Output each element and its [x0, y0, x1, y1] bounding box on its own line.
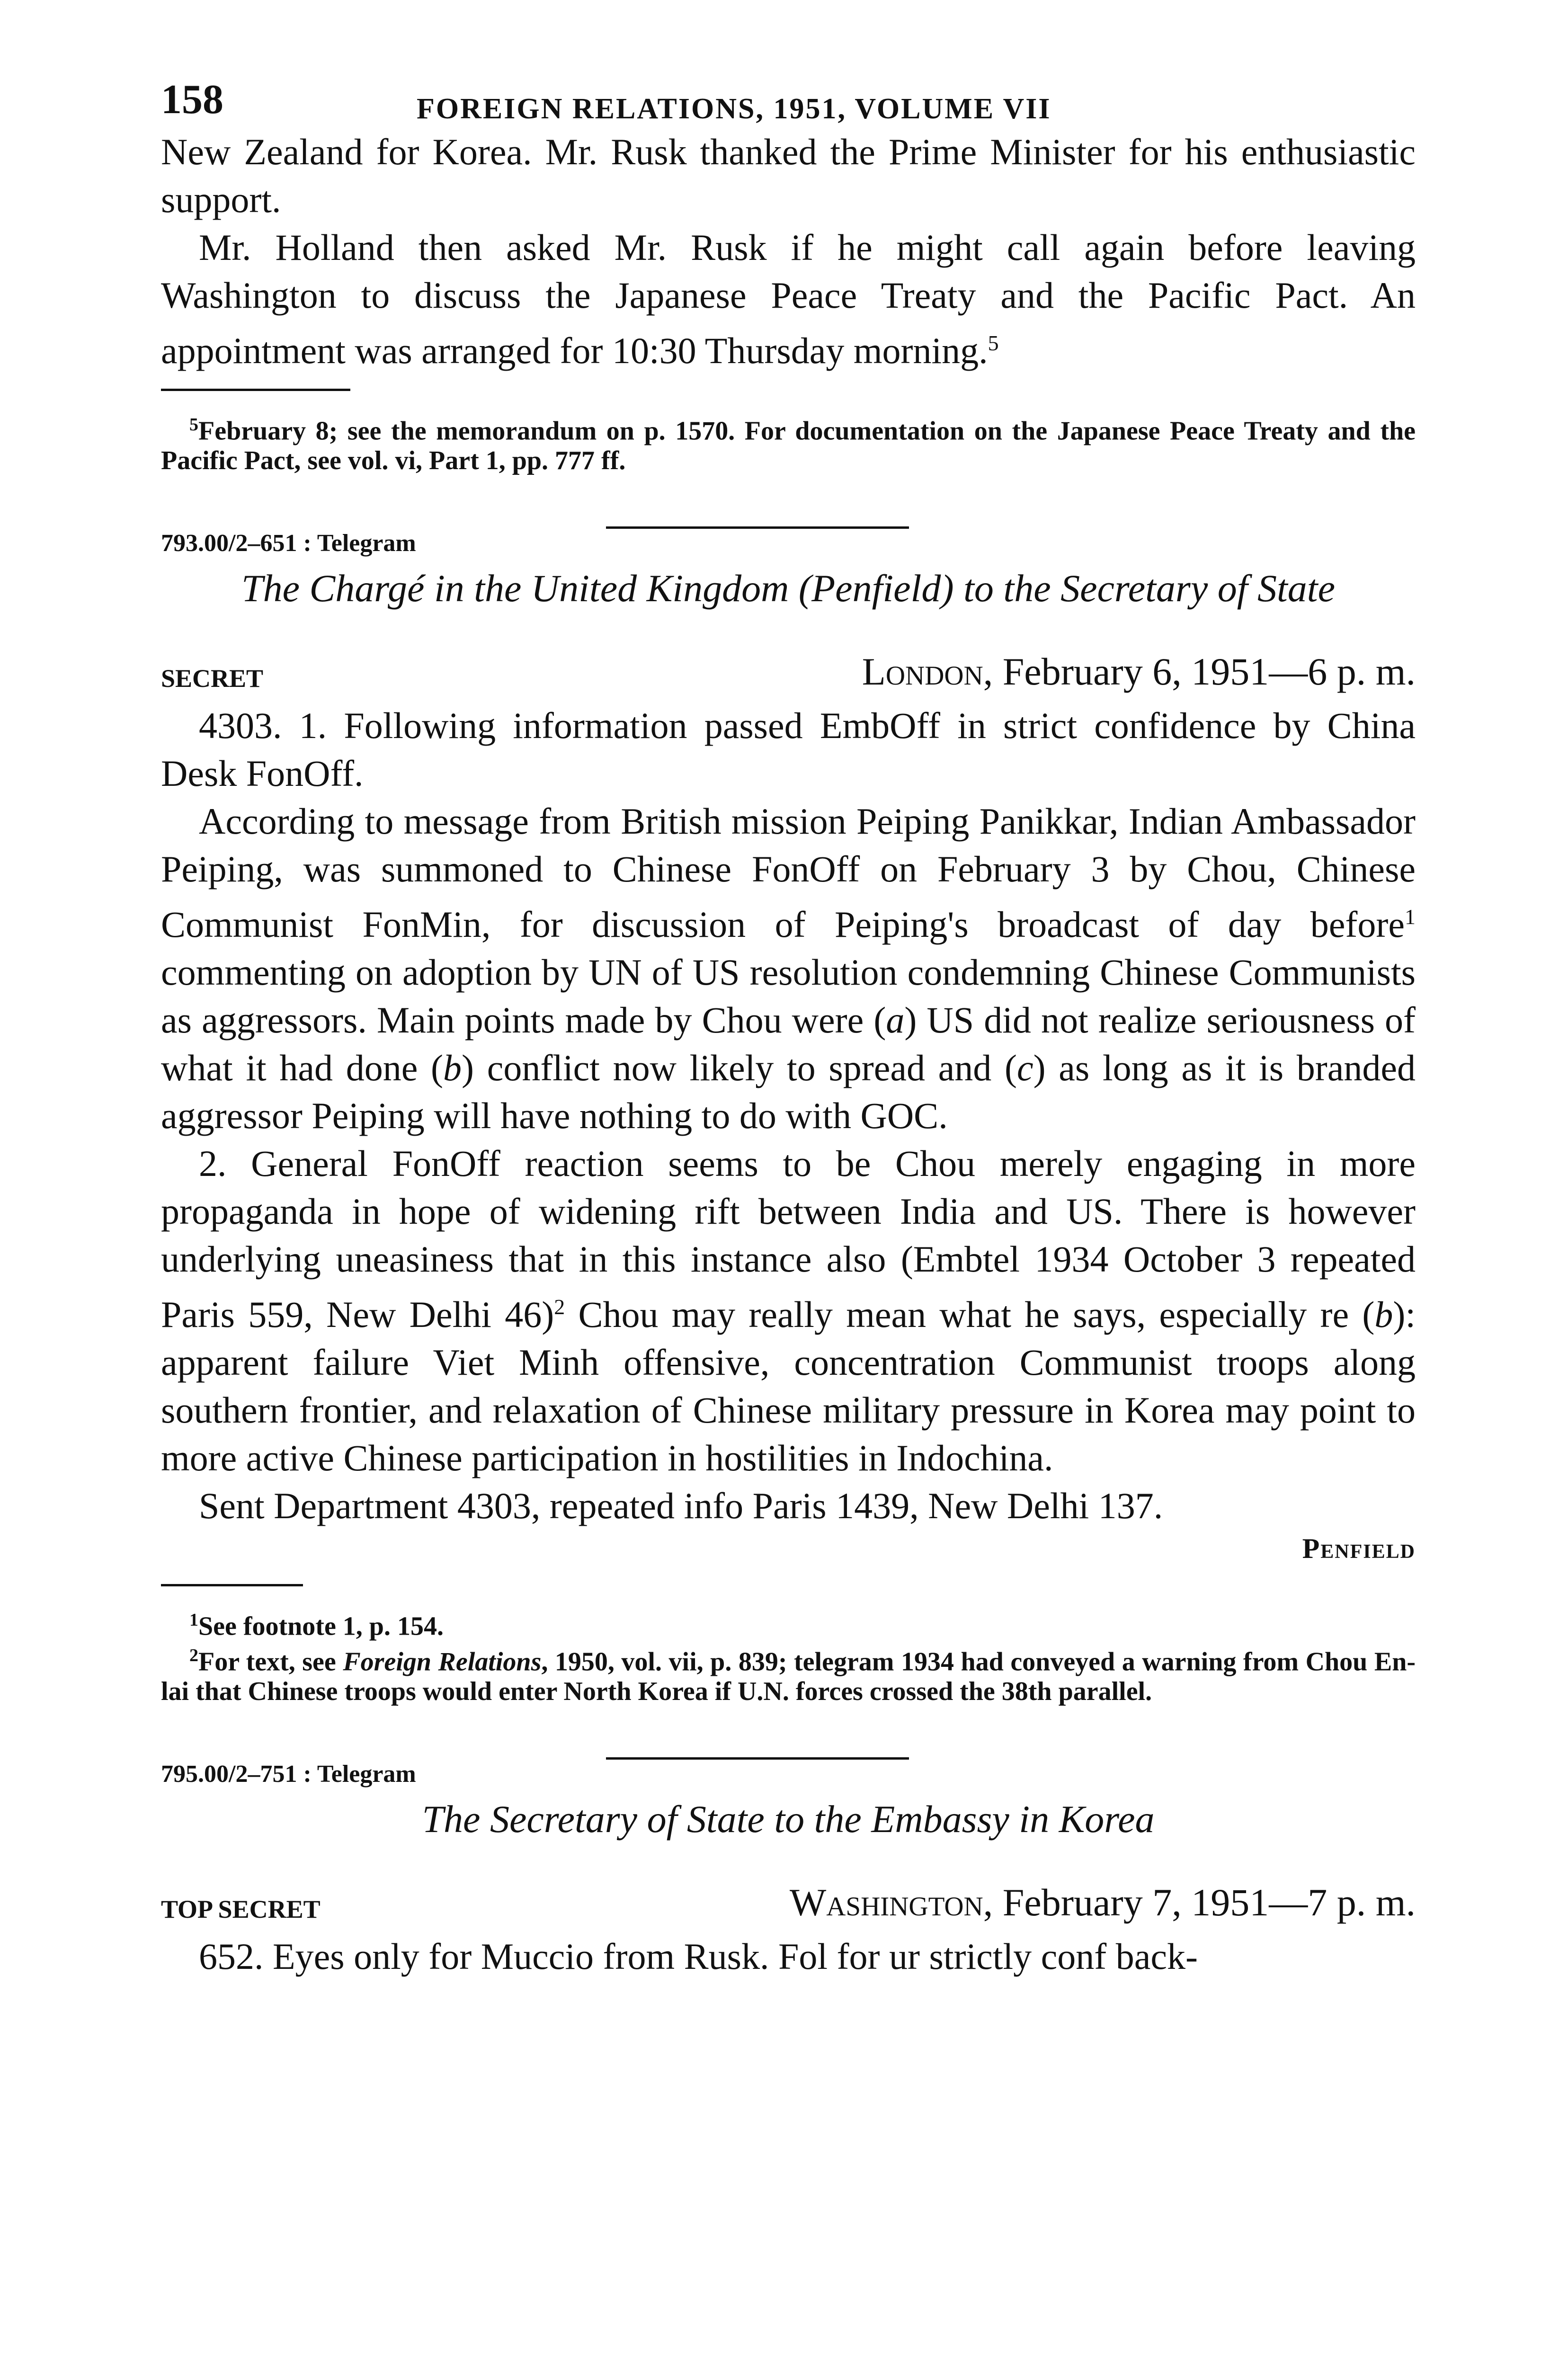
- signature: Penfield: [1302, 1532, 1416, 1564]
- paragraph: Sent Department 4303, repeated info Paris 1439, New Delhi 137.: [199, 1485, 1163, 1526]
- section-divider: [606, 1757, 909, 1760]
- paragraph-text: Chou may really mean what he says, especially re (: [565, 1293, 1375, 1335]
- item-letter: b: [443, 1047, 462, 1088]
- document-page: [161, 71, 1416, 1980]
- item-letter: c: [1016, 1047, 1033, 1088]
- footnote-text: February 8; see the memorandum on p. 1570. For documentation on the Japanese Peace Treaty and the Pacific Pact, see vol. vi, Part 1, pp. 777 ff.: [161, 416, 1416, 475]
- footnote-divider: [161, 1584, 303, 1586]
- paragraph-text: ) US did not realize seriousness of what it had done (: [161, 999, 1416, 1088]
- paragraph-text: commenting on adoption by UN of US resolution condemning Chinese Communists as aggressors. Main points made by Chou were (: [161, 951, 1416, 1041]
- paragraph: [161, 223, 1416, 374]
- document-title: The Chargé in the United Kingdom (Penfield) to the Secretary of State: [241, 566, 1335, 610]
- footnote-ref: 1: [1405, 904, 1416, 929]
- paragraph: [161, 797, 1416, 1139]
- footnote-text: For text, see: [198, 1647, 343, 1677]
- item-letter: b: [1374, 1293, 1393, 1335]
- footnote: [161, 1605, 1416, 1641]
- footnote-ref: 2: [554, 1294, 565, 1319]
- footnote-marker: 1: [189, 1610, 198, 1630]
- item-letter: a: [886, 999, 905, 1041]
- paragraph: 652. Eyes only for Muccio from Rusk. Fol for ur strictly conf back-: [199, 1935, 1198, 1977]
- footnote-text: , 1950, vol. vii, p. 839; telegram 1934 had conveyed a warning from Chou En-lai that Chinese troops would enter North Korea if U.N. forces crossed the 38th parallel.: [161, 1647, 1416, 1706]
- paragraph-text: Mr. Holland then asked Mr. Rusk if he might call again before leaving Washington to discuss the Japanese Peace Treaty and the Pacific Pact. An appointment was arranged for 10:30 Thursday morning.: [161, 227, 1416, 371]
- footnote-divider: [161, 389, 350, 391]
- paragraph-text: ) conflict now likely to spread and (: [462, 1047, 1017, 1088]
- page-number: 158: [161, 77, 223, 123]
- date: February 7, 1951—7 p. m.: [1002, 1880, 1416, 1924]
- section-divider: [606, 526, 909, 529]
- place: Washington,: [789, 1880, 993, 1924]
- place: London,: [862, 650, 993, 693]
- dateline: [161, 650, 1416, 702]
- document-heading: [161, 1744, 1416, 1796]
- document-title: The Secretary of State to the Embassy in Korea: [422, 1797, 1155, 1841]
- paragraph-text: According to message from British mission Peiping Panikkar, Indian Ambassador Peiping, was summoned to Chinese FonOff on February 3 by Chou, Chinese Communist FonMin, for discussion of Peiping's broadcast of day before: [161, 800, 1416, 945]
- date-line: [862, 650, 1416, 694]
- footnote: [161, 410, 1416, 475]
- paragraph: [161, 1139, 1416, 1482]
- paragraph: New Zealand for Korea. Mr. Rusk thanked the Prime Minister for his enthusiastic support.: [161, 131, 1416, 220]
- footnote: [161, 1641, 1416, 1706]
- date-line: [790, 1880, 1416, 1925]
- paragraph-text: ): apparent failure Viet Minh offensive, concentration Communist troops along southern frontier, and relaxation of Chinese military pressure in Korea may point to more active Chinese participation in hostilities in Indochina.: [161, 1293, 1416, 1478]
- classification-label: TOP SECRET: [161, 1895, 321, 1923]
- paragraph-text: ) as long as it is branded aggressor Peiping will have nothing to do with GOC.: [161, 1047, 1416, 1136]
- date: February 6, 1951—6 p. m.: [1002, 650, 1416, 693]
- classification-label: SECRET: [161, 664, 264, 693]
- paragraph-text: 2. General FonOff reaction seems to be Chou merely engaging in more propaganda in hope of widening rift between India and US. There is however underlying uneasiness that in this instance also (Embtel 1934 October 3 repeated Paris 559, New Delhi 46): [161, 1142, 1416, 1335]
- footnote-ref: 5: [988, 331, 999, 355]
- footnote-citation: Foreign Relations: [343, 1647, 542, 1677]
- footnote-text: See footnote 1, p. 154.: [198, 1611, 444, 1641]
- page-header: [161, 71, 1416, 128]
- document-heading: [161, 513, 1416, 565]
- footnote-marker: 5: [189, 415, 198, 435]
- running-head: FOREIGN RELATIONS, 1951, VOLUME VII: [417, 93, 1051, 125]
- dateline: [161, 1880, 1416, 1932]
- file-number: 795.00/2–751 : Telegram: [161, 1760, 416, 1788]
- paragraph: 4303. 1. Following information passed EmbOff in strict confidence by China Desk FonOff.: [161, 704, 1416, 794]
- footnote-marker: 2: [189, 1646, 198, 1666]
- file-number: 793.00/2–651 : Telegram: [161, 529, 416, 557]
